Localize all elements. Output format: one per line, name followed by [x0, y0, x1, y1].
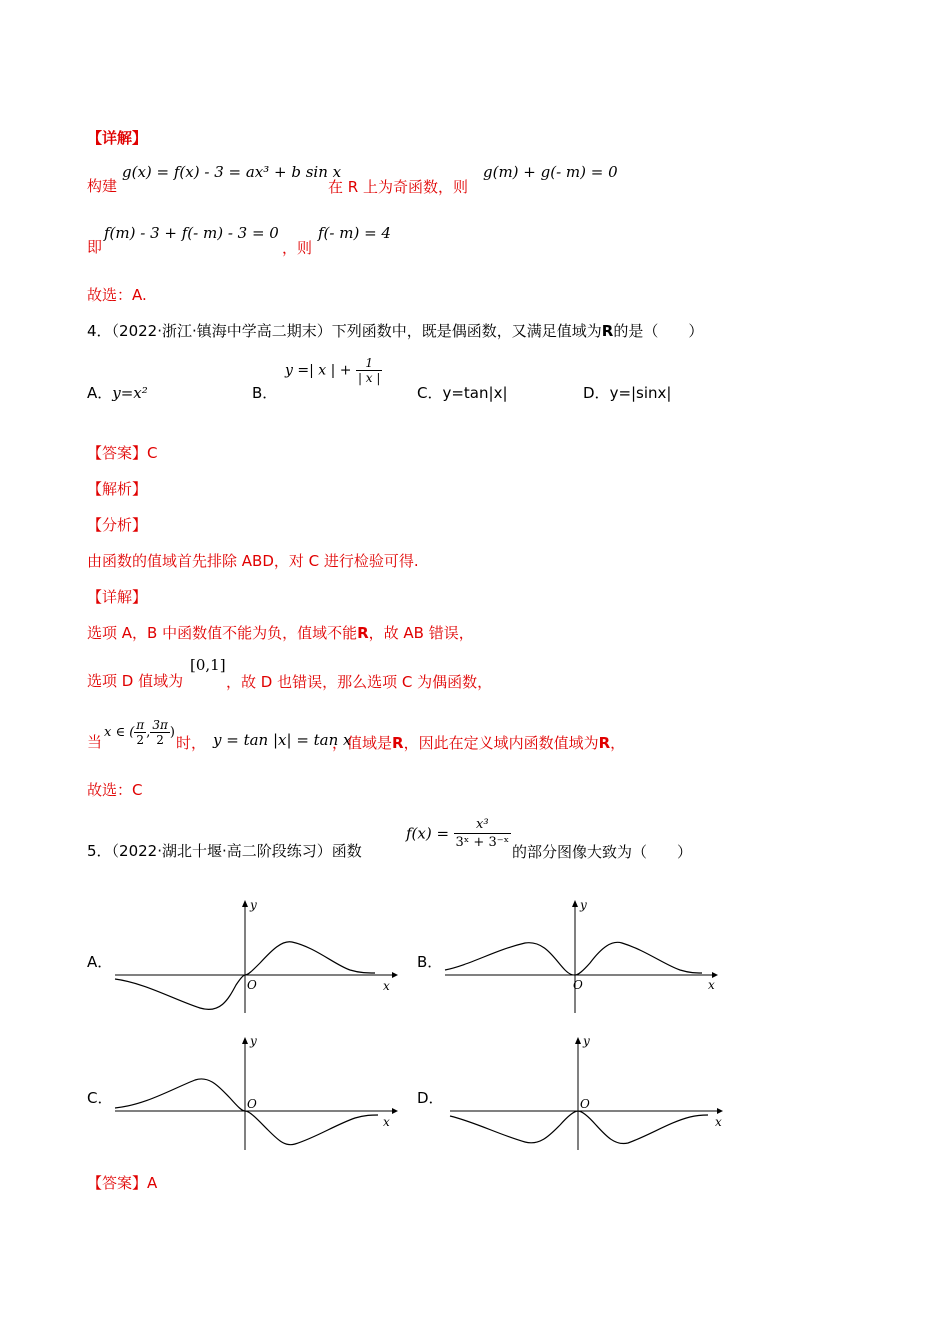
- graph-c: [110, 1030, 400, 1155]
- question-4-text: 4．（2022·浙江·镇海中学高二期末）下列函数中，既是偶函数，又满足值域为: [87, 322, 602, 340]
- range-0-1: [0,1]: [190, 656, 226, 674]
- interval-d1: 2: [136, 733, 145, 747]
- graph-b-y-arrow: [572, 900, 578, 907]
- construct-line: [87, 176, 117, 196]
- detail-line-1-a: 选项 A，B 中函数值不能为负，值域不能: [87, 624, 358, 642]
- detail-line-3-d: ，因此在定义域内函数值域为: [403, 734, 599, 752]
- graph-c-y-label: y: [250, 1034, 257, 1048]
- analysis-label: 【解析】: [87, 480, 148, 498]
- graph-a-x-arrow: [392, 972, 398, 978]
- graph-d-y-arrow: [575, 1037, 581, 1044]
- answer-5: 【答案】A: [87, 1174, 158, 1192]
- graph-d-y-label: y: [583, 1034, 590, 1048]
- question-4: [87, 321, 703, 341]
- question-4-bold-r: R: [601, 322, 614, 340]
- g-formula: g(x) = f(x) - 3 = ax³ + b sin x: [122, 163, 342, 181]
- graph-d-x-label: x: [715, 1115, 722, 1129]
- construct-prefix: 构建: [87, 177, 118, 195]
- graph-b-y-label: y: [580, 898, 587, 912]
- detail-line-1: [87, 623, 474, 643]
- tan-formula: y = tan |x| = tan x: [213, 731, 352, 749]
- option-b-formula: [285, 356, 382, 385]
- option-d-label: D．: [583, 384, 610, 402]
- g-sum-formula: g(m) + g(- m) = 0: [483, 163, 618, 181]
- option-b-num: 1: [356, 356, 382, 371]
- option-b: [252, 382, 277, 403]
- option-d-formula: y=|sinx|: [609, 384, 672, 402]
- q5-den: 3ˣ + 3⁻ˣ: [455, 835, 510, 850]
- graph-d-curve: [450, 1111, 708, 1144]
- option-a-label: A．: [87, 384, 113, 402]
- graph-c-y-arrow: [242, 1037, 248, 1044]
- detail-line-3-a: 当: [87, 733, 103, 751]
- detail-line-3-bold-2: R: [598, 734, 611, 752]
- option-b-den: | x |: [357, 371, 381, 385]
- f-neg-m-formula: f(- m) = 4: [318, 224, 391, 242]
- fenxi-text: 由函数的值域首先排除 ABD，对 C 进行检验可得.: [87, 552, 419, 570]
- graph-b: [440, 895, 730, 1020]
- fenxi-label: 【分析】: [87, 516, 148, 534]
- final-answer-4: 故选：C: [87, 781, 143, 799]
- option-c-label: C．: [417, 384, 443, 402]
- option-b-fraction: [356, 356, 382, 385]
- graph-b-x-label: x: [708, 978, 715, 992]
- question-5-b: 的部分图像大致为（ ）: [512, 843, 693, 861]
- question-4-end: 的是（ ）: [613, 322, 704, 340]
- q5-num: x³: [454, 816, 512, 834]
- graph-label-a: A．: [87, 953, 113, 971]
- graph-a: [110, 895, 400, 1020]
- detail-line-3-b: 时，: [176, 734, 207, 752]
- detail-label-1: 【详解】: [87, 129, 148, 147]
- graph-b-origin: O: [573, 978, 583, 992]
- graph-a-y-label: y: [250, 898, 257, 912]
- f-sum-formula: f(m) - 3 + f(- m) - 3 = 0: [104, 224, 279, 242]
- option-a-formula: y=x²: [112, 384, 148, 402]
- question-5-a: 5．（2022·湖北十堰·高二阶段练习）函数: [87, 842, 362, 860]
- x-interval: x ∈ ( $\frac{\pi}{2}$ , $\frac{3\pi}{2}$ ): [104, 718, 175, 747]
- interval-close: ): [169, 725, 175, 740]
- ze-text: ，则: [282, 239, 313, 257]
- odd-function-text: 在 R 上为奇函数，则: [328, 178, 468, 196]
- detail-line-3-rest: [332, 732, 625, 753]
- detail-line-3-bold: R: [392, 734, 404, 752]
- q5-formula-left: f(x) =: [406, 824, 450, 843]
- graph-c-origin: O: [247, 1097, 257, 1111]
- option-d: [583, 382, 671, 403]
- answer-choice-a: 故选：A.: [87, 286, 147, 304]
- option-c: [417, 382, 508, 403]
- graph-label-d: D．: [417, 1089, 444, 1107]
- graph-d: [440, 1030, 730, 1155]
- interval-x: x ∈ (: [104, 725, 135, 740]
- ji-prefix: 即: [87, 238, 103, 256]
- option-b-label: B．: [252, 384, 278, 402]
- graph-c-x-label: x: [383, 1115, 390, 1129]
- graph-a-x-label: x: [383, 979, 390, 993]
- interval-frac-2: [150, 718, 170, 747]
- option-c-formula: y=tan|x|: [442, 384, 508, 402]
- interval-frac-1: [134, 718, 146, 747]
- interval-n2: 3π: [152, 718, 168, 732]
- graph-b-curve: [445, 942, 702, 975]
- detail-label-2: 【详解】: [87, 588, 148, 606]
- graph-d-origin: O: [580, 1097, 590, 1111]
- interval-d2: 2: [156, 733, 164, 747]
- q5-formula: [406, 816, 511, 851]
- detail-line-3-e: ，: [610, 734, 626, 752]
- graph-c-x-arrow: [392, 1108, 398, 1114]
- graph-a-origin: O: [247, 978, 257, 992]
- detail-line-2-a: 选项 D 值域为: [87, 672, 184, 690]
- q5-fraction: [454, 816, 512, 851]
- interval-n1: π: [136, 718, 145, 732]
- graph-d-x-arrow: [717, 1108, 723, 1114]
- option-b-formula-left: y =| x | +: [285, 362, 352, 379]
- detail-line-2-b: ，故 D 也错误，那么选项 C 为偶函数，: [226, 673, 493, 691]
- option-a: [87, 382, 148, 403]
- graph-label-b: B．: [417, 953, 443, 971]
- graph-a-y-arrow: [242, 900, 248, 907]
- answer-4: 【答案】C: [87, 444, 158, 462]
- graph-label-c: C．: [87, 1089, 113, 1107]
- graph-c-curve: [115, 1079, 378, 1145]
- detail-line-1-bold: R: [357, 624, 369, 642]
- detail-line-3-c: ，值域是: [332, 734, 393, 752]
- detail-line-1-b: ，故 AB 错误，: [368, 624, 474, 642]
